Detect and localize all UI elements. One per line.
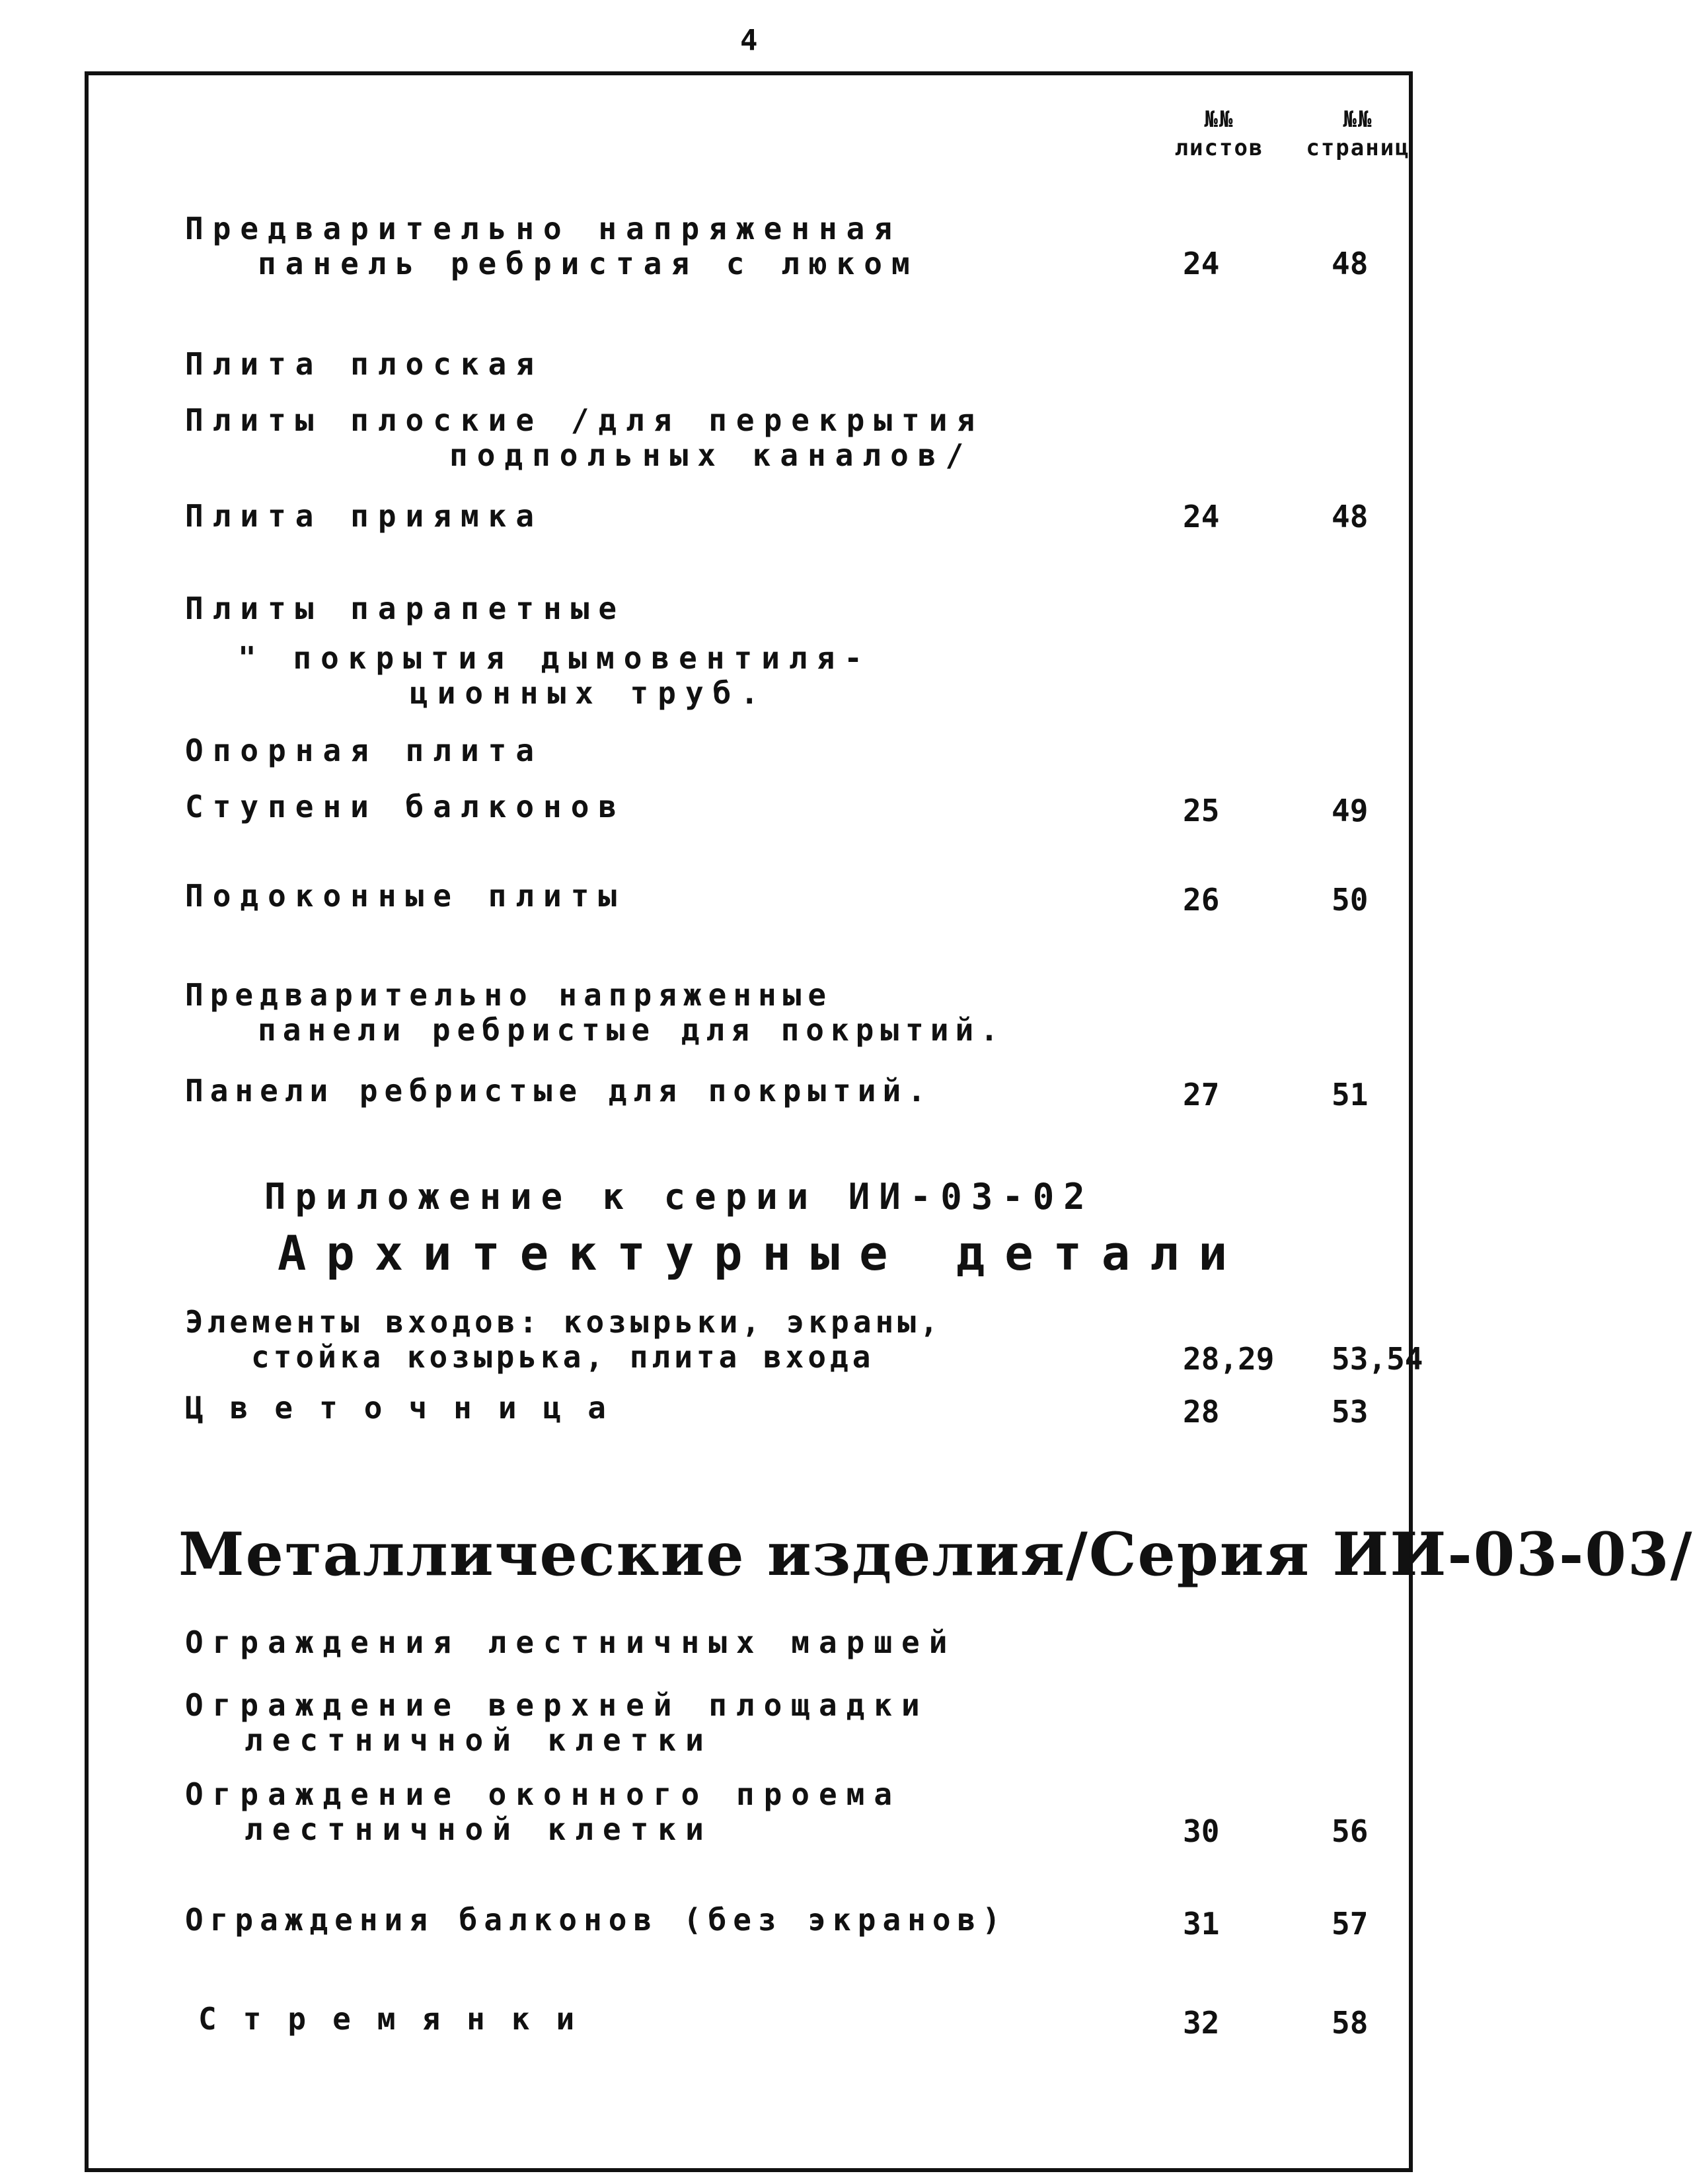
sheet-number: 30 bbox=[1183, 1813, 1220, 1849]
toc-entry bbox=[238, 641, 872, 711]
page-number-ref: 56 bbox=[1332, 1813, 1369, 1849]
toc-entry bbox=[185, 403, 984, 473]
entry-line: Подоконные плиты bbox=[185, 878, 626, 914]
entry-line: лестничной клетки bbox=[245, 1811, 713, 1847]
sheet-number: 24 bbox=[1183, 499, 1220, 534]
appendix-title: Приложение к серии ИИ-03-02 bbox=[264, 1176, 1094, 1218]
column-header-pages-line2: страниц bbox=[1306, 134, 1410, 161]
entry-line: Плита плоская bbox=[185, 346, 544, 382]
sheet-frame bbox=[85, 71, 1413, 2172]
toc-entry bbox=[185, 1074, 932, 1109]
page-number-ref: 48 bbox=[1332, 499, 1369, 534]
entry-line: Стремянки bbox=[198, 2001, 601, 2037]
entry-line: подпольных каналов/ bbox=[449, 437, 973, 473]
entry-line: Предварительно напряженная bbox=[185, 211, 902, 246]
entry-line: Ограждение оконного проема bbox=[185, 1776, 902, 1812]
toc-entry bbox=[185, 1688, 929, 1758]
toc-entry bbox=[185, 978, 1005, 1048]
toc-entry bbox=[185, 1391, 632, 1426]
entry-line: Плиты парапетные bbox=[185, 591, 626, 626]
page-number-ref: 50 bbox=[1332, 882, 1369, 918]
toc-entry bbox=[185, 1777, 901, 1847]
column-header-pages-line1: №№ bbox=[1343, 106, 1373, 133]
sheet-number: 31 bbox=[1183, 1906, 1220, 1942]
toc-entry bbox=[185, 591, 626, 626]
toc-entry bbox=[185, 347, 543, 382]
sheet-number: 26 bbox=[1183, 882, 1220, 918]
sheet-number: 28,29 bbox=[1183, 1341, 1275, 1377]
toc-entry bbox=[185, 1625, 956, 1660]
toc-entry bbox=[185, 733, 543, 768]
column-header-sheets-line2: листов bbox=[1174, 134, 1264, 161]
column-header-sheets bbox=[1156, 106, 1282, 162]
column-header-pages bbox=[1295, 106, 1421, 162]
entry-line: панель ребристая с люком bbox=[258, 245, 919, 281]
page-number-ref: 49 bbox=[1332, 793, 1369, 828]
entry-line: стойка козырька, плита входа bbox=[251, 1338, 875, 1375]
entry-line: Элементы входов: козырьки, экраны, bbox=[185, 1304, 942, 1340]
entry-line: панели ребристые для покрытий. bbox=[258, 1011, 1005, 1048]
sheet-number: 25 bbox=[1183, 793, 1220, 828]
column-header-sheets-line1: №№ bbox=[1204, 106, 1234, 133]
toc-entry bbox=[185, 1305, 942, 1375]
toc-entry bbox=[185, 879, 626, 914]
section-heading: Металлические изделия/Серия ИИ-03-03/ bbox=[178, 1519, 1693, 1589]
entry-line: " покрытия дымовентиля- bbox=[238, 640, 872, 676]
appendix-subtitle: Архитектурные детали bbox=[278, 1225, 1247, 1281]
entry-line: Ограждения лестничных маршей bbox=[185, 1624, 957, 1660]
toc-entry bbox=[185, 499, 543, 534]
toc-entry bbox=[185, 1903, 1007, 1938]
entry-line: Плиты плоские /для перекрытия bbox=[185, 402, 985, 438]
toc-entry bbox=[185, 789, 626, 824]
toc-entry bbox=[185, 211, 919, 281]
entry-line: Цветочница bbox=[185, 1390, 632, 1426]
toc-entry bbox=[198, 2002, 601, 2037]
entry-line: лестничной клетки bbox=[245, 1722, 713, 1758]
page-number: 4 bbox=[740, 24, 758, 57]
entry-line: Предварительно напряженные bbox=[185, 977, 833, 1013]
page-number-ref: 57 bbox=[1332, 1906, 1369, 1942]
page-number-ref: 48 bbox=[1332, 246, 1369, 281]
page-number-ref: 58 bbox=[1332, 2005, 1369, 2041]
entry-line: Плита приямка bbox=[185, 498, 544, 534]
sheet-number: 32 bbox=[1183, 2005, 1220, 2041]
sheet-number: 27 bbox=[1183, 1077, 1220, 1112]
sheet-number: 28 bbox=[1183, 1394, 1220, 1430]
entry-line: Ограждения балконов (без экранов) bbox=[185, 1902, 1007, 1938]
sheet-number: 24 bbox=[1183, 246, 1220, 281]
entry-line: Опорная плита bbox=[185, 733, 544, 768]
entry-line: Ограждение верхней площадки bbox=[185, 1687, 929, 1723]
page-number-ref: 53 bbox=[1332, 1394, 1369, 1430]
entry-line: Ступени балконов bbox=[185, 789, 626, 824]
entry-line: ционных труб. bbox=[410, 674, 769, 711]
entry-line: Панели ребристые для покрытий. bbox=[185, 1073, 932, 1109]
page-number-ref: 51 bbox=[1332, 1077, 1369, 1112]
page-number-ref: 53,54 bbox=[1332, 1341, 1423, 1377]
